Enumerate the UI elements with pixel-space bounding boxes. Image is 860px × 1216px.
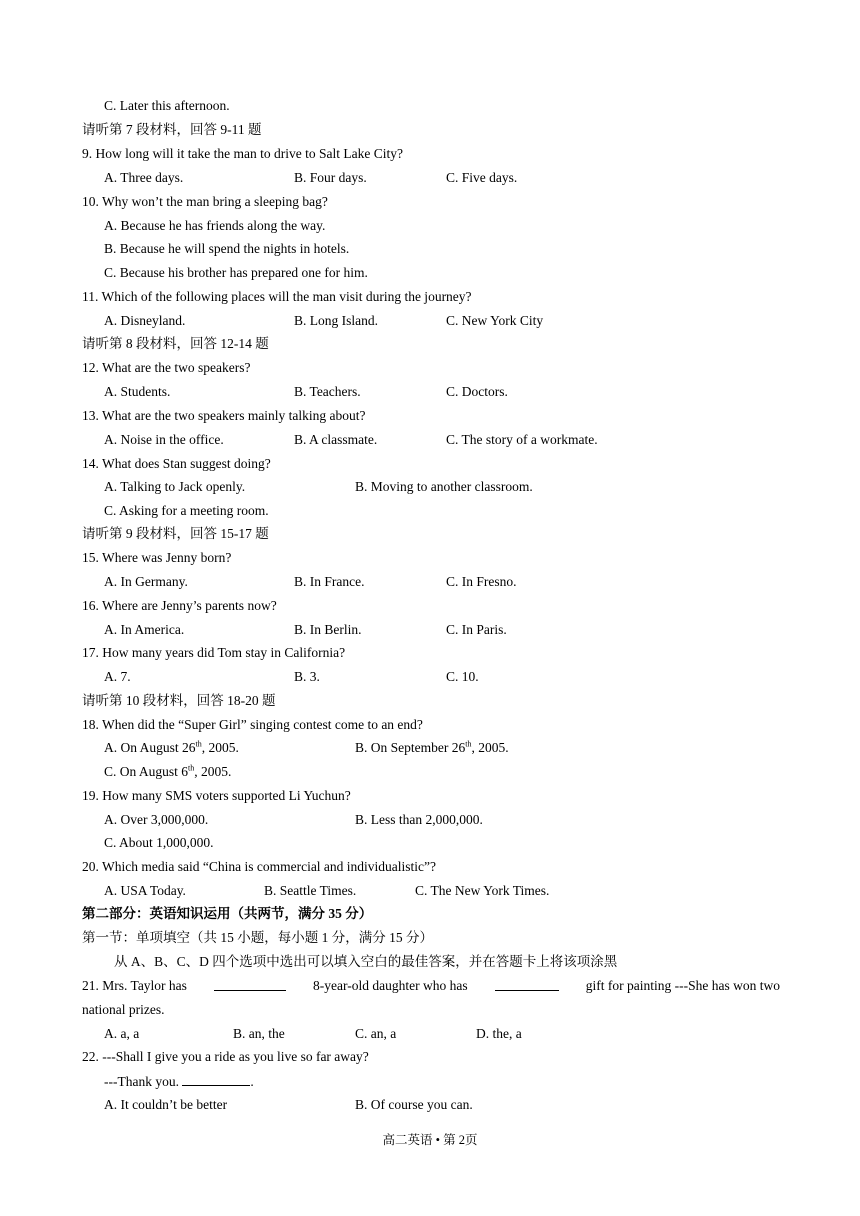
question-16: 16. Where are Jenny’s parents now? [82, 598, 277, 613]
question-22: 22. ---Shall I give you a ride as you live so far away? [82, 1049, 369, 1064]
q21-continuation: national prizes. [82, 1002, 165, 1017]
q12-option-a: A. Students. [104, 384, 171, 399]
q22-option-a: A. It couldn’t be better [104, 1097, 228, 1112]
part-2-heading: 第二部分：英语知识运用（共两节，满分 35 分） [82, 906, 373, 921]
q19-option-c: C. About 1,000,000. [104, 835, 214, 850]
q16-option-c: C. In Paris. [446, 622, 507, 637]
q14-option-a: A. Talking to Jack openly. [104, 479, 246, 494]
q17-option-a: A. 7. [104, 669, 131, 684]
q13-option-b: B. A classmate. [294, 432, 378, 447]
question-18: 18. When did the “Super Girl” singing contest come to an end? [82, 717, 423, 732]
question-21 [82, 978, 780, 994]
q9-option-c: C. Five days. [446, 170, 518, 185]
question-12: 12. What are the two speakers? [82, 360, 251, 375]
q11-option-c: C. New York City [446, 313, 544, 328]
question-10: 10. Why won’t the man bring a sleeping bag? [82, 194, 328, 209]
q21-option-b: B. an, the [233, 1026, 285, 1041]
q17-option-b: B. 3. [294, 669, 320, 684]
q20-option-b: B. Seattle Times. [264, 883, 357, 898]
q11-option-a: A. Disneyland. [104, 313, 186, 328]
question-17: 17. How many years did Tom stay in California? [82, 645, 346, 660]
q16-option-b: B. In Berlin. [294, 622, 362, 637]
q15-option-b: B. In France. [294, 574, 365, 589]
question-13: 13. What are the two speakers mainly talking about? [82, 408, 366, 423]
q21-blank-1 [214, 978, 286, 991]
q14-option-c: C. Asking for a meeting room. [104, 503, 269, 518]
q15-option-c: C. In Fresno. [446, 574, 517, 589]
q21-option-c: C. an, a [355, 1026, 397, 1041]
q11-option-b: B. Long Island. [294, 313, 378, 328]
option-c-later: C. Later this afternoon. [104, 98, 230, 113]
q18-option-a: A. On August 26th, 2005. [104, 739, 239, 755]
q9-option-b: B. Four days. [294, 170, 367, 185]
page-footer: 高二英语 • 第 2页 [382, 1133, 478, 1147]
q9-option-a: A. Three days. [104, 170, 184, 185]
q21-option-d: D. the, a [476, 1026, 522, 1041]
q17-option-c: C. 10. [446, 669, 479, 684]
question-9: 9. How long will it take the man to drive to Salt Lake City? [82, 146, 403, 161]
q20-option-a: A. USA Today. [104, 883, 186, 898]
question-19: 19. How many SMS voters supported Li Yuchun? [82, 788, 351, 803]
q22-blank [182, 1073, 250, 1086]
question-14: 14. What does Stan suggest doing? [82, 456, 271, 471]
q21-blank-2 [495, 978, 559, 991]
instructions: 从 A、B、C、D 四个选项中选出可以填入空白的最佳答案，并在答题卡上将该项涂黑 [114, 954, 618, 969]
q19-option-a: A. Over 3,000,000. [104, 812, 209, 827]
q13-option-a: A. Noise in the office. [104, 432, 224, 447]
section-1-heading: 第一节：单项填空（共 15 小题，每小题 1 分，满分 15 分） [82, 930, 433, 945]
q10-option-c: C. Because his brother has prepared one for him. [104, 265, 368, 280]
section-10-heading: 请听第 10 段材料，回答 18-20 题 [82, 693, 276, 708]
q22-response: ---Thank you. . [104, 1074, 254, 1089]
q12-option-c: C. Doctors. [446, 384, 508, 399]
question-20: 20. Which media said “China is commercial and individualistic”? [82, 859, 437, 874]
q12-option-b: B. Teachers. [294, 384, 361, 399]
q14-option-b: B. Moving to another classroom. [355, 479, 533, 494]
section-8-heading: 请听第 8 段材料，回答 12-14 题 [82, 336, 269, 351]
q13-option-c: C. The story of a workmate. [446, 432, 598, 447]
q21-option-a: A. a, a [104, 1026, 140, 1041]
question-11: 11. Which of the following places will the man visit during the journey? [82, 289, 472, 304]
q10-option-a: A. Because he has friends along the way. [104, 218, 326, 233]
section-7-heading: 请听第 7 段材料，回答 9-11 题 [82, 122, 262, 137]
question-15: 15. Where was Jenny born? [82, 550, 232, 565]
q20-option-c: C. The New York Times. [415, 883, 550, 898]
q21-text-3: gift for painting ---She has won two [585, 978, 780, 993]
q15-option-a: A. In Germany. [104, 574, 188, 589]
q18-option-c: C. On August 6th, 2005. [104, 763, 232, 779]
section-9-heading: 请听第 9 段材料，回答 15-17 题 [82, 526, 269, 541]
q21-text-1: 21. Mrs. Taylor has [82, 978, 187, 993]
q10-option-b: B. Because he will spend the nights in hotels. [104, 241, 350, 256]
q18-option-b: B. On September 26th, 2005. [355, 739, 509, 755]
q21-text-2: 8-year-old daughter who has [313, 978, 468, 993]
q16-option-a: A. In America. [104, 622, 185, 637]
q22-option-b: B. Of course you can. [355, 1097, 473, 1112]
q19-option-b: B. Less than 2,000,000. [355, 812, 483, 827]
